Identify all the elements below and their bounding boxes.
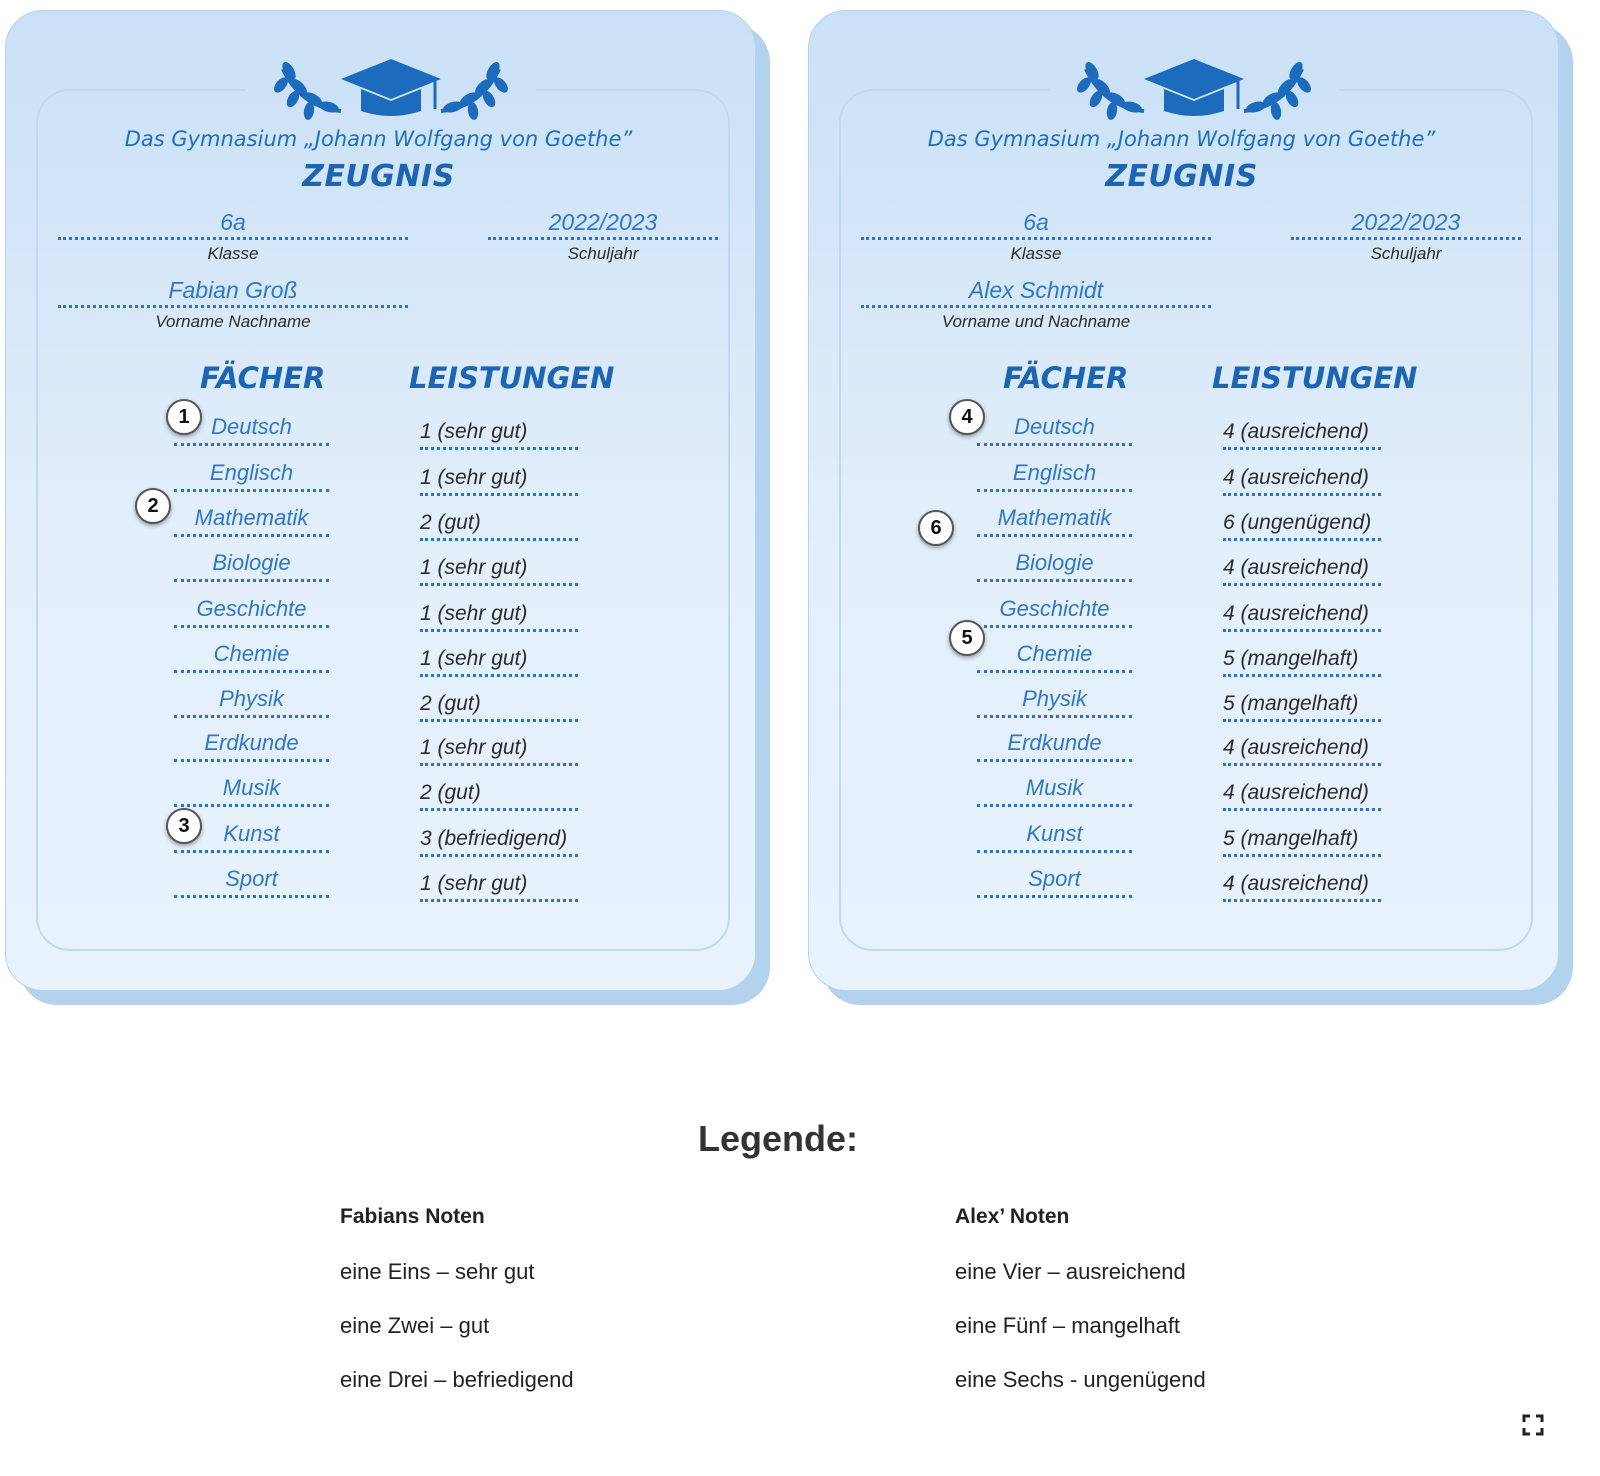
grade-cell: 4 (ausreichend)	[1223, 733, 1381, 766]
annotation-badge-3[interactable]: 3	[166, 808, 202, 844]
table-row	[809, 683, 1554, 727]
grade-cell: 1 (sehr gut)	[420, 417, 578, 450]
legend-alex	[955, 1205, 1206, 1403]
table-row	[809, 772, 1554, 816]
fullscreen-expand-icon[interactable]	[1522, 1414, 1544, 1436]
grade-cell: 4 (ausreichend)	[1223, 599, 1381, 632]
grade-cell: 3 (befriedigend)	[420, 824, 578, 857]
subjects-heading: FÄCHER	[1003, 361, 1129, 395]
grade-cell: 4 (ausreichend)	[1223, 869, 1381, 902]
annotation-badge-6[interactable]: 6	[918, 510, 954, 546]
class-field	[58, 207, 408, 264]
school-year-value: 2022/2023	[488, 207, 718, 240]
school-year-field	[488, 207, 718, 264]
grade-cell: 4 (ausreichend)	[1223, 463, 1381, 496]
student-name-field	[58, 275, 408, 332]
grade-cell: 1 (sehr gut)	[420, 463, 578, 496]
table-row	[6, 593, 751, 637]
subjects-heading: FÄCHER	[200, 361, 326, 395]
list-item: eine Fünf – mangelhaft	[955, 1313, 1181, 1338]
table-row	[809, 593, 1554, 637]
grade-cell: 1 (sehr gut)	[420, 644, 578, 677]
subject-cell: Geschichte	[174, 593, 329, 628]
subject-cell: Kunst	[174, 818, 329, 853]
card-body	[5, 10, 756, 991]
subject-cell: Biologie	[977, 547, 1132, 582]
school-year-field	[1291, 207, 1521, 264]
table-row	[6, 772, 751, 816]
school-year-label: Schuljahr	[567, 244, 639, 263]
annotation-badge-1[interactable]: 1	[166, 399, 202, 435]
subject-cell: Chemie	[174, 638, 329, 673]
table-row	[6, 683, 751, 727]
table-row	[6, 547, 751, 591]
student-name-label: Vorname und Nachname	[941, 312, 1131, 331]
subject-cell: Sport	[977, 863, 1132, 898]
subject-cell: Deutsch	[977, 411, 1132, 446]
table-row	[6, 411, 751, 455]
grade-cell: 2 (gut)	[420, 508, 578, 541]
table-row	[6, 638, 751, 682]
grade-cell: 1 (sehr gut)	[420, 553, 578, 586]
grade-cell: 5 (mangelhaft)	[1223, 644, 1381, 677]
card-body	[808, 10, 1559, 991]
grade-cell: 4 (ausreichend)	[1223, 778, 1381, 811]
grade-cell: 4 (ausreichend)	[1223, 417, 1381, 450]
student-name-value: Fabian Groß	[58, 275, 408, 308]
list-item: eine Vier – ausreichend	[955, 1259, 1186, 1284]
class-label: Klasse	[207, 244, 259, 263]
subject-cell: Sport	[174, 863, 329, 898]
legend-alex-heading: Alex’ Noten	[955, 1205, 1070, 1228]
subject-cell: Mathematik	[174, 502, 329, 537]
subject-cell: Erdkunde	[977, 727, 1132, 762]
subject-cell: Biologie	[174, 547, 329, 582]
legend-title: Legende:	[697, 1118, 858, 1159]
subject-cell: Musik	[174, 772, 329, 807]
certificate-card-alex	[808, 10, 1573, 1005]
grade-cell: 1 (sehr gut)	[420, 733, 578, 766]
grades-heading: LEISTUNGEN	[1212, 361, 1418, 395]
subject-cell: Physik	[977, 683, 1132, 718]
grade-cell: 1 (sehr gut)	[420, 599, 578, 632]
table-row	[809, 457, 1554, 501]
table-row	[809, 547, 1554, 591]
subject-cell: Erdkunde	[174, 727, 329, 762]
table-row	[809, 411, 1554, 455]
subject-cell: Physik	[174, 683, 329, 718]
table-row	[6, 727, 751, 771]
grade-cell: 2 (gut)	[420, 778, 578, 811]
graduation-cap-icon	[1044, 29, 1344, 124]
class-field	[861, 207, 1211, 264]
grade-cell: 2 (gut)	[420, 689, 578, 722]
list-item: eine Zwei – gut	[340, 1313, 490, 1338]
school-name: Das Gymnasium „Johann Wolfgang von Goethe”	[124, 127, 633, 151]
school-year-value: 2022/2023	[1291, 207, 1521, 240]
subject-cell: Chemie	[977, 638, 1132, 673]
subject-cell: Deutsch	[174, 411, 329, 446]
subject-cell: Mathematik	[977, 502, 1132, 537]
table-row	[6, 502, 751, 546]
table-row	[6, 457, 751, 501]
subject-cell: Kunst	[977, 818, 1132, 853]
certificate-title: ZEUGNIS	[302, 159, 455, 194]
student-name-field	[861, 275, 1211, 332]
table-row	[809, 818, 1554, 862]
school-year-label: Schuljahr	[1370, 244, 1442, 263]
table-row	[809, 727, 1554, 771]
subject-cell: Englisch	[977, 457, 1132, 492]
legend-fabian	[340, 1205, 574, 1403]
class-value: 6a	[58, 207, 408, 240]
table-row	[6, 818, 751, 862]
grade-cell: 1 (sehr gut)	[420, 869, 578, 902]
grades-heading: LEISTUNGEN	[409, 361, 615, 395]
grade-cell: 4 (ausreichend)	[1223, 553, 1381, 586]
school-name: Das Gymnasium „Johann Wolfgang von Goethe”	[927, 127, 1436, 151]
certificate-card-fabian	[5, 10, 770, 1005]
subject-cell: Geschichte	[977, 593, 1132, 628]
grade-cell: 5 (mangelhaft)	[1223, 689, 1381, 722]
table-row	[809, 863, 1554, 907]
class-label: Klasse	[1010, 244, 1062, 263]
list-item: eine Eins – sehr gut	[340, 1259, 535, 1284]
graduation-cap-icon	[241, 29, 541, 124]
grade-cell: 6 (ungenügend)	[1223, 508, 1381, 541]
student-name-value: Alex Schmidt	[861, 275, 1211, 308]
subject-cell: Musik	[977, 772, 1132, 807]
class-value: 6a	[861, 207, 1211, 240]
student-name-label: Vorname Nachname	[155, 312, 311, 331]
subject-cell: Englisch	[174, 457, 329, 492]
list-item: eine Sechs - ungenügend	[955, 1367, 1206, 1392]
certificate-title: ZEUGNIS	[1105, 159, 1258, 194]
legend-fabian-heading: Fabians Noten	[340, 1205, 485, 1228]
table-row	[809, 638, 1554, 682]
list-item: eine Drei – befriedigend	[340, 1367, 574, 1392]
grade-cell: 5 (mangelhaft)	[1223, 824, 1381, 857]
annotation-badge-4[interactable]: 4	[949, 399, 985, 435]
table-row	[6, 863, 751, 907]
annotation-badge-5[interactable]: 5	[949, 620, 985, 656]
annotation-badge-2[interactable]: 2	[135, 488, 171, 524]
